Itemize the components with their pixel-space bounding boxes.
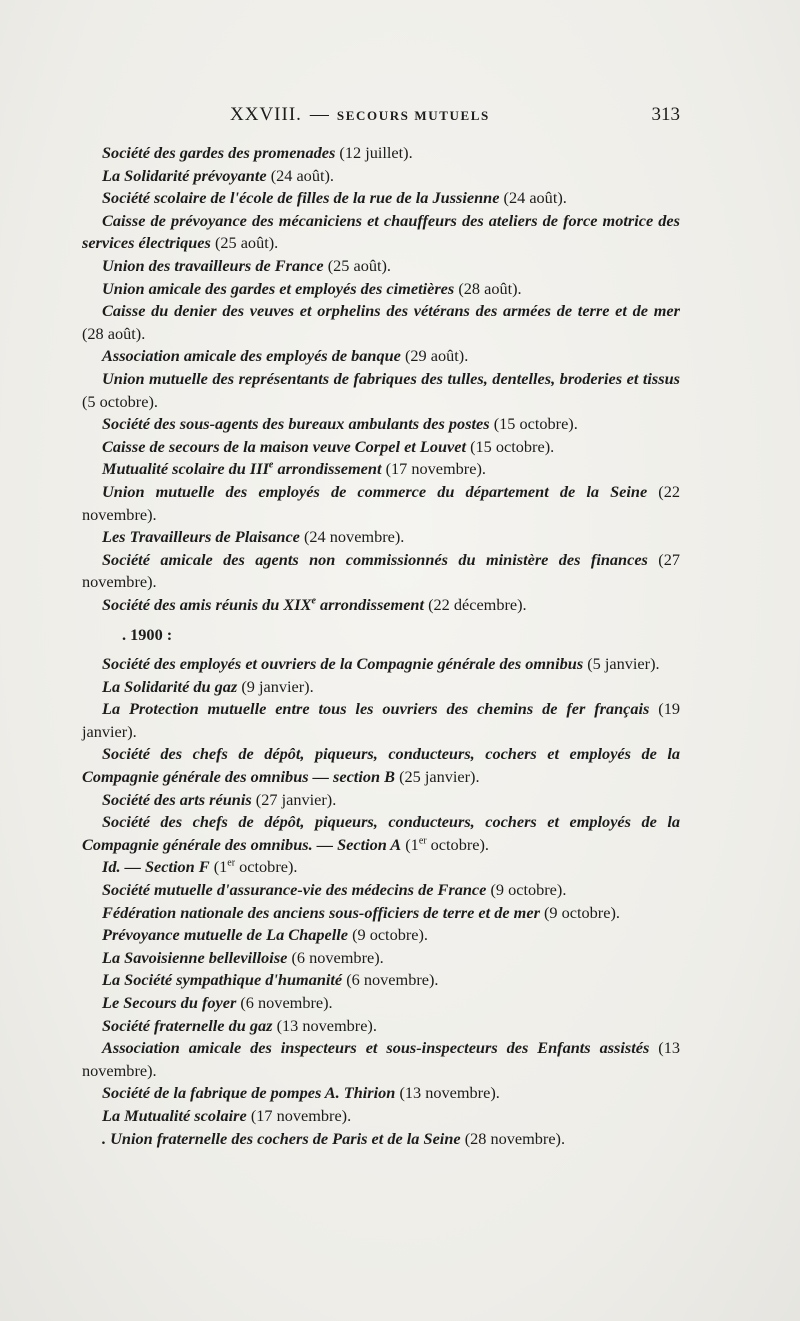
- founding-date: (24 août).: [503, 188, 567, 208]
- founding-date: (25 août).: [214, 233, 279, 253]
- society-name: Association amicale des employés de banque: [102, 346, 401, 366]
- society-entry: [82, 481, 680, 526]
- year-label: . 1900 :: [122, 625, 173, 645]
- founding-date: (9 octobre).: [352, 925, 429, 945]
- founding-date: (17 novembre).: [385, 459, 486, 479]
- society-entry: [82, 187, 680, 210]
- society-name: Société des chefs de dépôt, piqueurs, conducteurs, cochers et employés de la Compagnie générale des omnibus — section B: [82, 744, 680, 787]
- society-entry: [82, 165, 680, 188]
- society-name: Société mutuelle d'assurance-vie des médecins de France: [102, 880, 487, 899]
- society-entry: [82, 549, 680, 594]
- header-dash: —: [309, 104, 329, 125]
- founding-date: (13 novembre).: [399, 1083, 500, 1103]
- founding-date: (29 août).: [405, 346, 469, 366]
- founding-date: (9 octobre).: [490, 880, 567, 899]
- page-number: 313: [651, 104, 680, 125]
- society-entry: [82, 811, 680, 856]
- year-heading: [82, 624, 680, 647]
- founding-date: (24 août).: [270, 165, 334, 185]
- date-part: (1: [405, 834, 419, 854]
- founding-date: [214, 857, 298, 876]
- ordinal-superscript: e: [268, 459, 274, 471]
- society-name: . Union fraternelle des cochers de Paris et de la Seine: [102, 1128, 461, 1148]
- society-name: Union amicale des gardes et employés des cimetières: [102, 278, 455, 298]
- society-name: Société amicale des agents non commissionnés du ministère des finances: [102, 549, 648, 569]
- society-entry: [82, 594, 680, 617]
- founding-date: (17 novembre).: [250, 1105, 352, 1125]
- society-name: Prévoyance mutuelle de La Chapelle: [102, 925, 348, 945]
- society-name: Société des arts réunis: [102, 789, 252, 809]
- society-entry: [82, 947, 680, 970]
- founding-date: (12 juillet).: [339, 143, 413, 162]
- society-name: La Société sympathique d'humanité: [102, 970, 343, 990]
- society-entry: [82, 676, 680, 699]
- founding-date: (22 décembre).: [428, 594, 527, 614]
- society-name-part: arrondissement: [273, 459, 382, 479]
- founding-date: (9 octobre).: [544, 902, 620, 922]
- founding-date: (25 janvier).: [399, 767, 480, 787]
- founding-date: (15 octobre).: [493, 414, 578, 434]
- society-entry: [82, 210, 680, 255]
- list-1899: [82, 142, 680, 616]
- society-entry: [82, 698, 680, 743]
- society-name: Le Secours du foyer: [102, 992, 237, 1012]
- society-entry: [82, 413, 680, 436]
- society-entry: [82, 789, 680, 812]
- society-name: [102, 1083, 395, 1102]
- society-entry: [82, 526, 680, 549]
- society-name: Union mutuelle des employés de commerce du département de la Seine: [102, 481, 648, 501]
- founding-date: (13 novembre).: [82, 1038, 680, 1080]
- society-entry: [82, 1082, 680, 1105]
- society-entry: [82, 300, 680, 345]
- society-name: Société des employés et ouvriers de la Compagnie générale des omnibus: [102, 654, 584, 674]
- society-name: Société fraternelle du gaz: [102, 1015, 273, 1035]
- body-text: [82, 142, 680, 1150]
- society-entry: [82, 1128, 680, 1151]
- founding-date: (13 novembre).: [276, 1015, 377, 1035]
- society-name: Union des travailleurs de France: [102, 255, 324, 275]
- society-entry: [82, 458, 680, 481]
- society-name: La Protection mutuelle entre tous les ouvriers des chemins de fer français: [102, 699, 650, 719]
- founding-date: (24 novembre).: [304, 527, 405, 547]
- society-name: Union mutuelle des représentants de fabriques des tulles, dentelles, broderies et tissus: [102, 368, 680, 388]
- chapter-heading: [230, 104, 490, 126]
- society-name: Les Travailleurs de Plaisance: [102, 527, 300, 547]
- founding-date: (5 janvier).: [587, 654, 660, 674]
- society-entry: [82, 653, 680, 676]
- society-name: Caisse du denier des veuves et orphelins des vétérans des armées de terre et de mer: [102, 301, 680, 321]
- founding-date: (25 août).: [327, 255, 391, 275]
- society-entry: [82, 743, 680, 788]
- date-part: octobre).: [235, 857, 298, 877]
- society-name: La Savoisienne bellevilloise: [102, 947, 288, 967]
- founding-date: (28 novembre).: [464, 1128, 566, 1148]
- society-name: Caisse de secours de la maison veuve Corpel et Louvet: [102, 436, 467, 456]
- society-name: La Mutualité scolaire: [102, 1105, 247, 1125]
- society-entry: [82, 992, 680, 1015]
- society-name: Société scolaire de l'école de filles de la rue de la Jussienne: [102, 188, 500, 208]
- founding-date: (9 janvier).: [241, 676, 314, 696]
- date-part: octobre).: [426, 834, 489, 854]
- society-entry: [82, 924, 680, 947]
- list-1900: [82, 653, 680, 1150]
- society-name: Id. — Section F: [102, 857, 210, 877]
- ordinal-superscript: e: [311, 595, 316, 607]
- society-entry: [82, 879, 680, 902]
- society-entry: [82, 902, 680, 925]
- society-name-part: A. Thirion: [324, 1083, 396, 1103]
- society-name: [102, 595, 424, 614]
- society-name-part: Mutualité scolaire du III: [102, 459, 269, 479]
- society-entry: [82, 1105, 680, 1128]
- society-name-part: Société des amis réunis du XIX: [102, 594, 312, 614]
- society-name-part: arrondissement: [315, 594, 425, 614]
- chapter-title: SECOURS MUTUELS: [336, 108, 490, 123]
- society-entry: [82, 142, 680, 165]
- society-entry: [82, 436, 680, 459]
- founding-date: (27 novembre).: [82, 549, 680, 592]
- founding-date: (15 octobre).: [470, 436, 555, 456]
- founding-date: (27 janvier).: [255, 789, 337, 809]
- society-entry: [82, 856, 680, 879]
- founding-date: (6 novembre).: [240, 992, 333, 1012]
- society-entry: [82, 1037, 680, 1082]
- society-name: La Solidarité prévoyante: [102, 165, 267, 185]
- founding-date: (19 janvier).: [82, 699, 680, 741]
- ordinal-superscript: er: [227, 857, 236, 869]
- founding-date: [405, 835, 489, 854]
- founding-date: (6 novembre).: [291, 947, 384, 967]
- founding-date: (28 août).: [458, 278, 522, 298]
- society-name: Fédération nationale des anciens sous-officiers de terre et de mer: [102, 902, 540, 922]
- society-name: Association amicale des inspecteurs et sous-inspecteurs des Enfants assistés: [102, 1038, 650, 1058]
- society-entry: [82, 969, 680, 992]
- date-part: (1: [213, 857, 228, 877]
- society-name-part: Société de la fabrique de pompes: [102, 1083, 325, 1103]
- society-name: Société des gardes des promenades: [102, 143, 336, 162]
- founding-date: (5 octobre).: [82, 391, 158, 411]
- society-entry: [82, 345, 680, 368]
- society-entry: [82, 255, 680, 278]
- chapter-number: XXVIII.: [230, 104, 302, 125]
- ordinal-superscript: er: [418, 835, 427, 847]
- society-entry: [82, 368, 680, 413]
- society-name: Société des sous-agents des bureaux ambulants des postes: [102, 414, 490, 434]
- society-name: Caisse de prévoyance des mécaniciens et chauffeurs des ateliers de force motrice des services électriques: [82, 210, 680, 253]
- founding-date: (22 novembre).: [82, 481, 680, 524]
- running-header: [82, 104, 680, 130]
- society-name: La Solidarité du gaz: [102, 676, 238, 696]
- society-name: [102, 459, 382, 478]
- society-name: Société des chefs de dépôt, piqueurs, conducteurs, cochers et employés de la Compagnie générale des omnibus. — Section A: [82, 812, 680, 854]
- society-entry: [82, 278, 680, 301]
- founding-date: (28 août).: [82, 323, 146, 343]
- society-entry: [82, 1015, 680, 1038]
- founding-date: (6 novembre).: [346, 970, 439, 990]
